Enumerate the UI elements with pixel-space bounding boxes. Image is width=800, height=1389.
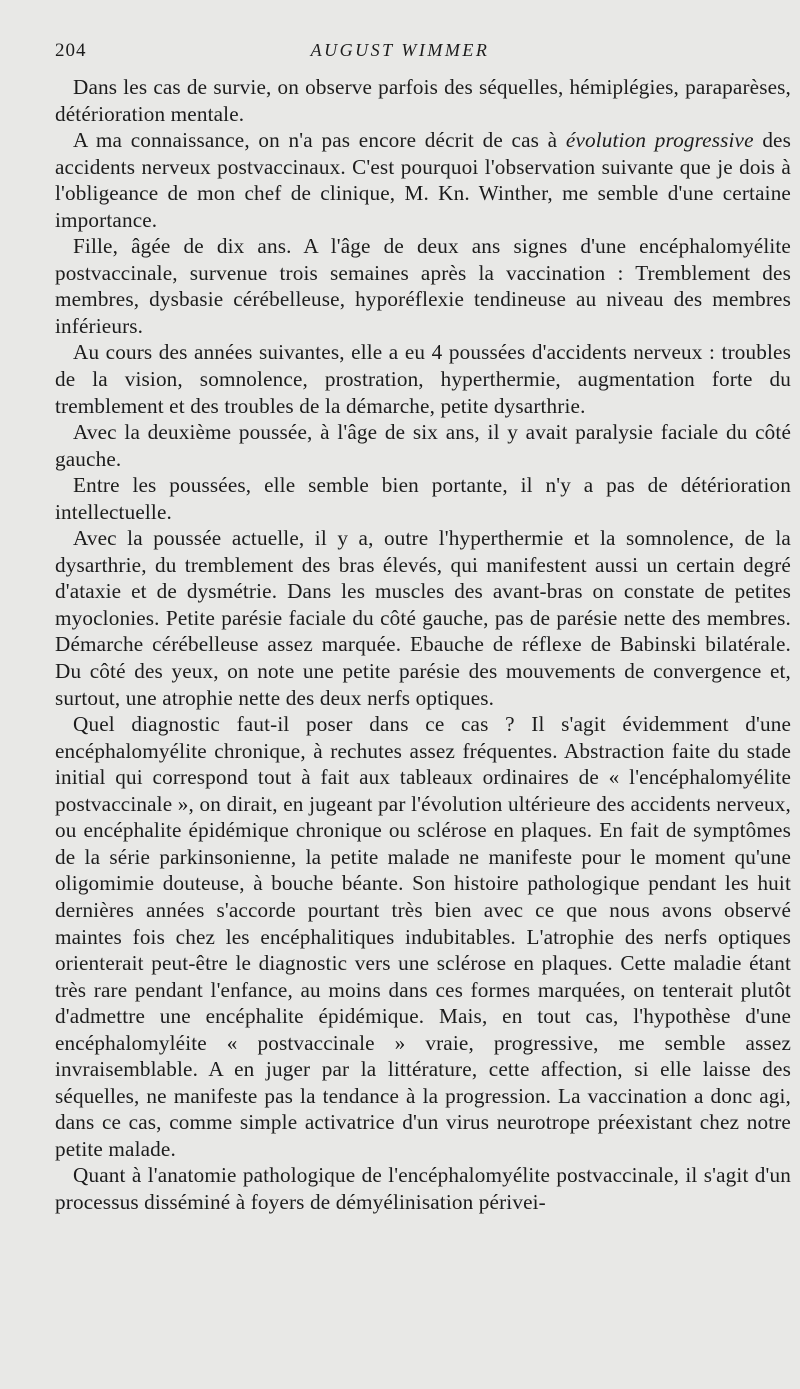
paragraph-case-history: Fille, âgée de dix ans. A l'âge de deux ans signes d'une encéphalomyélite postvaccinale, survenue trois semaines après la vaccination : Tremblement des membres, dysbasie cérébelleuse, hyporéflexie tendineuse au niveau des membres inférieurs. <box>55 234 791 338</box>
paragraph-sequelles: Dans les cas de survie, on observe parfois des séquelles, hémiplégies, paraparèses, détérioration mentale. <box>55 75 791 126</box>
paragraph-subsequent-years: Au cours des années suivantes, elle a eu 4 poussées d'accidents nerveux : troubles de la vision, somnolence, prostration, hyperthermie, augmentation forte du tremblement et des troubles de la démarche, petite dysarthrie. <box>55 340 791 418</box>
intro-emphasis: évolution progressive <box>565 128 754 153</box>
body-text <box>55 74 791 1216</box>
paragraph-pathology: Quant à l'anatomie pathologique de l'encéphalomyélite postvaccinale, il s'agit d'un processus disséminé à foyers de démyélinisation périvei- <box>55 1163 791 1214</box>
intro-text-before: A ma connaissance, on n'a pas encore décrit de cas à <box>73 128 566 153</box>
paragraph-introduction <box>55 127 791 233</box>
paragraph-current-attack: Avec la poussée actuelle, il y a, outre l'hyperthermie et la somnolence, de la dysarthrie, du tremblement des bras élevés, qui manifestent aussi un certain degré d'ataxie et de dysmétrie. Dans les muscles des avant-bras on constate de petites myoclonies. Petite parésie faciale du côté gauche, pas de parésie nette des membres. Démarche cérébelleuse assez marquée. Ebauche de réflexe de Babinski bilatérale. Du côté des yeux, on note une petite parésie des mouvements de convergence et, surtout, une atrophie nette des deux nerfs optiques. <box>55 526 791 710</box>
running-title: AUGUST WIMMER <box>310 40 490 60</box>
paragraph-diagnosis: Quel diagnostic faut-il poser dans ce cas ? Il s'agit évidemment d'une encéphalomyélite chronique, à rechutes assez fréquentes. Abstraction faite du stade initial qui correspond tout à fait aux tableaux ordinaires de « l'encéphalomyélite postvaccinale », on dirait, en jugeant par l'évolution ultérieure des accidents nerveux, ou encéphalite épidémique chronique ou sclérose en plaques. En fait de symptômes de la série parkinsonienne, la petite malade ne manifeste pour le moment qu'une oligomimie douteuse, à bouche béante. Son histoire pathologique pendant les huit dernières années s'accorde pourtant très bien avec ce que nous avons observé maintes fois chez les encéphalitiques indubitables. L'atrophie des nerfs optiques orienterait peut-être le diagnostic vers une sclérose en plaques. Cette maladie étant très rare pendant l'enfance, au moins dans ces formes marquées, on tenterait plutôt d'admettre une encéphalite épidémique. Mais, en tout cas, l'hypothèse d'une encéphalomyléite « postvaccinale » vraie, progressive, me semble assez invraisemblable. A en juger par la littérature, cette affection, si elle laisse des séquelles, ne manifeste pas la tendance à la progression. La vaccination a donc agi, dans ce cas, comme simple activatrice d'un virus neurotrope préexistant chez notre petite malade. <box>55 712 791 1161</box>
intro-text-after: des accidents nerveux postvaccinaux. C'est pourquoi l'observation suivante que je dois à l'obligeance de mon chef de clinique, M. Kn. Winther, me semble d'une certaine importance. <box>55 128 792 232</box>
running-head <box>55 40 745 64</box>
page-number: 204 <box>55 40 87 61</box>
paragraph-second-attack: Avec la deuxième poussée, à l'âge de six ans, il y avait paralysie faciale du côté gauche. <box>55 420 791 471</box>
paragraph-between-attacks: Entre les poussées, elle semble bien portante, il n'y a pas de détérioration intellectuelle. <box>55 473 791 524</box>
